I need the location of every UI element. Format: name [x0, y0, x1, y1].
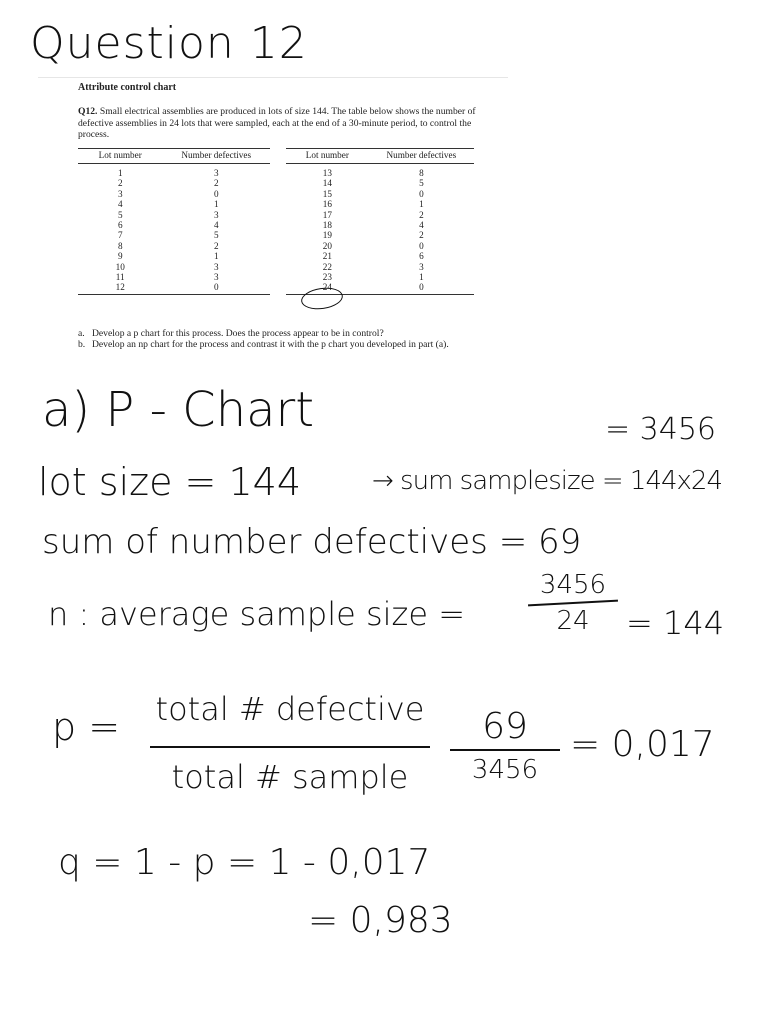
question-statement — [78, 106, 478, 141]
part-text: Develop an np chart for the process and contrast it with the p chart you developed in part (a). — [92, 339, 449, 351]
defectives-cell: 1 — [419, 272, 424, 283]
fraction-denominator: total # sample — [171, 758, 409, 796]
lot-number-cell: 9 — [117, 251, 123, 262]
table-row — [286, 230, 474, 240]
lot-number-cell: 15 — [322, 188, 332, 199]
lot-number-cell: 14 — [322, 178, 332, 189]
sum-defectives-line: sum of number defectives = 69 — [42, 522, 582, 562]
lot-number-cell: 2 — [117, 178, 123, 189]
table-row — [286, 210, 474, 220]
fraction-numerator: 69 — [482, 706, 528, 747]
defectives-cell: 0 — [419, 240, 424, 251]
table-row — [286, 189, 474, 199]
table-row — [78, 189, 270, 199]
table-row — [78, 262, 270, 272]
table-row — [78, 282, 270, 294]
defectives-cell: 0 — [162, 282, 270, 294]
table-row — [286, 220, 474, 230]
table-row — [78, 272, 270, 282]
lot-number-cell: 20 — [322, 240, 332, 251]
part-label: a. — [78, 328, 85, 339]
lot-number-cell: 12 — [78, 282, 162, 294]
table-row — [78, 241, 270, 251]
table-row — [286, 272, 474, 282]
lot-number-cell: 6 — [117, 220, 123, 231]
defectives-cell: 3 — [419, 261, 424, 272]
average-sample-size-label: n : average sample size = — [48, 595, 466, 633]
table-row — [286, 241, 474, 251]
lot-number-cell: 11 — [115, 272, 125, 283]
fraction-numerator: 3456 — [539, 570, 607, 600]
table-row — [78, 210, 270, 220]
lot-number-cell: 8 — [117, 240, 123, 251]
fraction-denominator: 3456 — [471, 755, 539, 785]
question-label: Q12. — [78, 106, 98, 117]
defectives-cell: 3 — [213, 272, 219, 283]
defects-table-right — [286, 148, 474, 295]
lot-number-cell: 19 — [322, 230, 332, 241]
defectives-cell: 1 — [213, 251, 219, 262]
defectives-cell: 4 — [213, 220, 219, 231]
lot-number-cell: 22 — [322, 261, 332, 272]
total-sample-result: = 3456 — [605, 412, 717, 447]
lot-number-cell: 17 — [322, 209, 332, 220]
sum-sample-size-line: → sum samplesize = 144x24 — [372, 466, 723, 496]
part-text: Develop a p chart for this process. Does the process appear to be in control? — [92, 328, 384, 339]
p-bar-result: = 0,017 — [570, 724, 715, 765]
defectives-cell: 5 — [419, 178, 424, 189]
table-header: Lot number — [286, 149, 369, 164]
fraction-denominator: 24 — [556, 606, 590, 636]
table-row — [286, 262, 474, 272]
page-title: Question 12 — [30, 18, 308, 69]
q-bar-result: = 0,983 — [308, 900, 453, 941]
defectives-cell: 3 — [213, 261, 219, 272]
p-bar-value-fraction — [440, 706, 570, 785]
defectives-cell: 0 — [369, 282, 474, 294]
table-row — [78, 178, 270, 188]
table-row — [78, 220, 270, 230]
p-bar-definition-fraction — [150, 690, 430, 796]
table-row — [78, 230, 270, 240]
defectives-cell: 8 — [419, 168, 424, 178]
defectives-cell: 5 — [213, 230, 219, 241]
list-item — [78, 328, 498, 339]
table-row — [78, 251, 270, 261]
defectives-cell: 1 — [213, 199, 219, 210]
table-header: Number defectives — [369, 149, 474, 164]
notes-heading: a) P - Chart — [42, 382, 315, 438]
lot-number-cell: 18 — [322, 220, 332, 231]
lot-size-line: lot size = 144 — [38, 460, 301, 504]
defectives-cell: 3 — [213, 209, 219, 220]
lot-number-cell: 4 — [117, 199, 123, 210]
table-row — [286, 164, 474, 179]
lot-number-cell: 10 — [115, 261, 125, 272]
lot-number-cell: 1 — [117, 168, 123, 178]
table-row — [78, 199, 270, 209]
defectives-cell: 3 — [213, 168, 219, 178]
lot-number-cell: 21 — [322, 251, 332, 262]
defectives-cell: 0 — [419, 188, 424, 199]
lot-number-cell: 5 — [117, 209, 123, 220]
fraction-numerator: total # defective — [155, 690, 425, 728]
lot-number-cell: 16 — [322, 199, 332, 210]
section-heading: Attribute control chart — [78, 82, 177, 93]
lot-number-cell: 3 — [117, 188, 123, 199]
defectives-cell: 2 — [419, 230, 424, 241]
defectives-cell: 2 — [213, 178, 219, 189]
average-sample-size-result: = 144 — [626, 604, 725, 642]
lot-number-cell: 24 — [286, 282, 369, 294]
lot-number-cell: 7 — [117, 230, 123, 241]
list-item — [78, 339, 498, 350]
defects-table-left — [78, 148, 270, 295]
defectives-cell: 2 — [213, 240, 219, 251]
table-header: Lot number — [78, 149, 162, 164]
average-sample-size-fraction — [528, 570, 618, 636]
table-row — [286, 178, 474, 188]
table-header: Number defectives — [162, 149, 270, 164]
lot-number-cell: 23 — [322, 272, 332, 283]
p-bar-label: p = — [52, 705, 121, 749]
question-clipping — [38, 77, 508, 358]
defectives-cell: 6 — [419, 251, 424, 262]
table-row — [78, 164, 270, 179]
fraction-bar — [450, 749, 560, 751]
table-row — [286, 251, 474, 261]
defectives-cell: 0 — [213, 188, 219, 199]
defectives-cell: 2 — [419, 209, 424, 220]
fraction-bar — [150, 746, 430, 748]
part-label: b. — [78, 339, 86, 351]
q-bar-line: q = 1 - p = 1 - 0,017 — [58, 842, 431, 883]
question-text: Small electrical assemblies are produced in lots of size 144. The table below shows the number of defective assemblies in 24 lots that were sampled, each at the end of a 30-minute period, to control the process. — [78, 106, 476, 141]
question-parts — [78, 328, 498, 351]
defectives-cell: 1 — [419, 199, 424, 210]
lot-number-cell: 13 — [322, 168, 332, 178]
table-row — [286, 199, 474, 209]
defectives-cell: 4 — [419, 220, 424, 231]
